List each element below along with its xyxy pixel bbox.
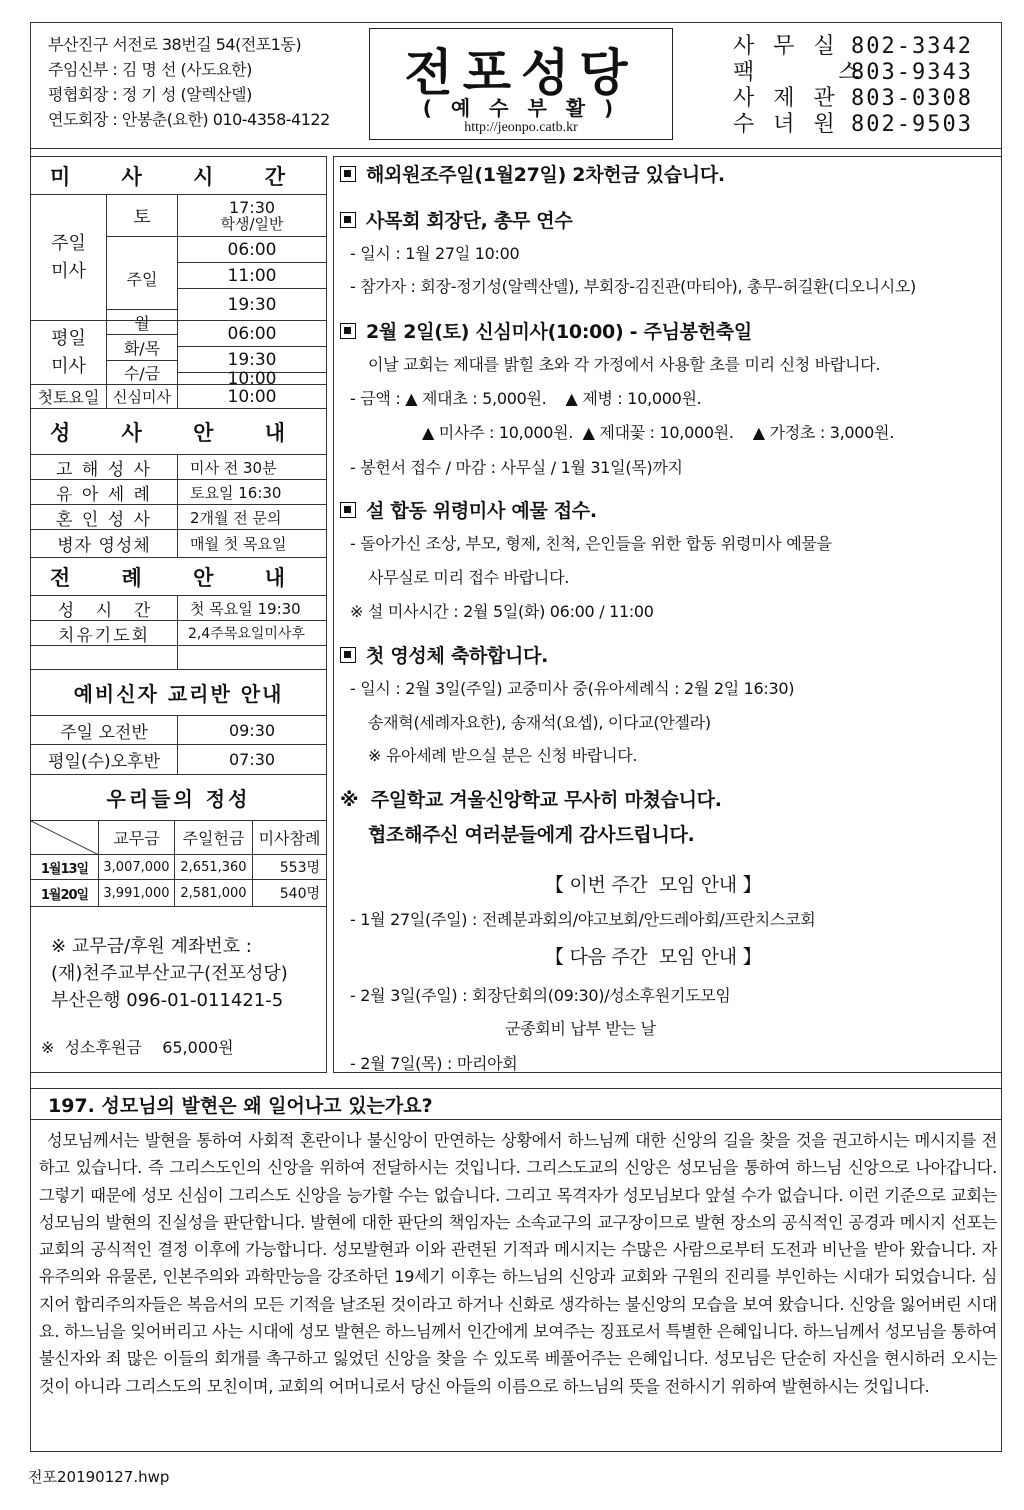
contact-row: [733, 112, 973, 138]
notice-line: - 돌아가신 조상, 부모, 형제, 친척, 은인들을 위한 합동 위령미사 예물을: [350, 534, 832, 553]
notice-title: [340, 641, 548, 668]
offering-attendance: 553명: [253, 855, 327, 880]
notice-line: 송재혁(세례자요한), 송재석(요셉), 이다교(안젤라): [368, 713, 711, 732]
devotions-heading: 전 례 안 내: [31, 558, 327, 596]
notice-title-text: 사목회 회장단, 총무 연수: [366, 210, 573, 232]
catechism-question: 197. 성모님의 발현은 왜 일어나고 있는가요?: [48, 1095, 433, 1117]
notice-title-text: 2월 2일(토) 신심미사(10:00) - 주님봉헌축일: [366, 321, 752, 343]
sacraments-heading: 성 사 안 내: [31, 409, 327, 455]
notice-line: - 일시 : 1월 27일 10:00: [350, 244, 520, 263]
catechism-answer-text: 성모님께서는 발현을 통하여 사회적 혼란이나 불신앙이 만연하는 상황에서 하느님께 대한 신앙의 길을 찾을 것을 권고하시는 메시지를 전하고 있습니다. 즉 그리스도인의 신앙을 위하여 전달하시는 것입니다. 그리스도교의 신앙은 성모님을 통하여 하느님 신앙으로 나아갑니다. 그렇기 때문에 성모 신심이 그리스도 신앙을 능가할 수는 없습니다. 그리고 목격자가 성모님보다 앞설 수가 없습니다. 이런 기준으로 교회는 성모님의 발현의 진실성을 판단합니다. 발현에 대한 판단의 책임자는 소속교구의 교구장이므로 발현 장소의 공식적인 공경과 메시지 선포는 교회의 공식적인 결정 이후에 가능합니다. 성모발현과 이와 관련된 기적과 메시지는 수많은 사람으로부터 도전과 비난을 받아 왔습니다. 자유주의와 유물론, 인본주의와 과학만능을 강조하던 19세기 이후는 하느님의 신앙과 교회와 구원의 진리를 부인하는 시대가 되었습니다. 심지어 합리주의자들은 복음서의 모든 기적을 날조된 것이라고 하거나 신화로 생각하는 불신앙의 모습을 보여 왔습니다. 신앙을 잃어버린 시대요. 하느님을 잊어버리고 사는 시대에 성모 발현은 하느님께서 인간에게 보여주는 징표로서 특별한 은혜입니다. 하느님께서 성모님을 통하여 불신자와 죄 많은 이들의 회개를 촉구하고 잃었던 신앙을 찾을 수 있도록 베풀어주는 은혜입니다. 성모님은 단순히 자신을 현시하러 오시는 것이 아니라 그리스도의 모친이며, 교회의 어머니로서 당신 아들의 이름으로 하느님의 뜻을 전하시기 위하여 발현하시는 것입니다.: [39, 1131, 997, 1396]
school-thanks: 협조해주신 여러분들에게 감사드립니다.: [368, 824, 695, 846]
offering-collection: 2,651,360: [175, 855, 253, 880]
contact-number: 802-9503: [851, 112, 973, 137]
class-time: 09:30: [178, 716, 327, 745]
first-saturday-time: 10:00: [178, 385, 327, 409]
weekday-day: 수/금: [107, 361, 178, 385]
contact-row: [733, 86, 973, 112]
notice-title-text: 첫 영성체 축하합니다.: [366, 645, 549, 667]
liturgical-season: ( 예 수 부 활 ): [422, 96, 620, 120]
offering-attendance: 540명: [253, 880, 327, 907]
contact-label: 사 무 실: [733, 34, 841, 59]
notice-line: - 봉헌서 접수 / 마감 : 사무실 / 1월 31일(목)까지: [350, 458, 683, 477]
contact-label: 사 제 관: [733, 86, 841, 111]
sacrament-name: 병자 영성체: [31, 530, 178, 558]
offering-dues: 3,007,000: [99, 855, 175, 880]
notice-line: - 일시 : 2월 3일(주일) 교중미사 중(유아세례식 : 2월 2일 16:30): [350, 679, 795, 698]
title-box: [369, 28, 673, 140]
offering-dues: 3,991,000: [99, 880, 175, 907]
saturday-time: 17:30: [228, 197, 276, 217]
diagonal-header-cell: [31, 821, 99, 855]
column-header: 미사참례: [253, 821, 327, 855]
weekday-day: 월: [107, 309, 178, 335]
sunday-label: 주일: [107, 237, 178, 321]
square-bullet-icon: [340, 212, 356, 228]
sunday-mass-label: 주일 미사: [31, 195, 107, 321]
contact-number: 802-3342: [851, 34, 973, 59]
weekday-day: 화/목: [107, 335, 178, 361]
sunday-time: 11:00: [178, 263, 327, 289]
next-week-line: 군종회비 납부 받는 날: [505, 1019, 656, 1038]
first-saturday-kind: 신심미사: [107, 385, 178, 409]
sunday-time: 06:00: [178, 237, 327, 263]
first-saturday-label: 첫토요일: [31, 385, 107, 409]
this-week-line: - 1월 27일(주일) : 전례분과회의/야고보회/안드레아회/프란치스코회: [350, 910, 816, 929]
square-bullet-icon: [340, 647, 356, 663]
contact-list: [733, 34, 973, 138]
class-name: 주일 오전반: [31, 716, 178, 745]
devotion-value: 2,4주목요일미사후: [178, 621, 327, 646]
notice-title: [340, 160, 725, 187]
address: 부산진구 서전로 38번길 54(전포1동): [48, 35, 302, 54]
weekday-time: 19:30: [178, 347, 327, 373]
offering-collection: 2,581,000: [175, 880, 253, 907]
sacrament-name: 혼 인 성 사: [31, 505, 178, 530]
contact-number: 803-0308: [851, 86, 973, 111]
weekday-time: 10:00: [178, 373, 327, 385]
square-bullet-icon: [340, 502, 356, 518]
saturday-note: 학생/일반: [220, 214, 284, 233]
weekday-mass-label: 평일 미사: [31, 321, 107, 385]
notice-line: ※ 유아세례 받으실 분은 신청 바랍니다.: [368, 746, 638, 765]
file-name: 전포20190127.hwp: [28, 1468, 170, 1486]
contact-label: 수 녀 원: [733, 112, 841, 137]
devotion-value: 첫 목요일 19:30: [178, 596, 327, 621]
sacrament-value: 토요일 16:30: [178, 480, 327, 505]
contact-label: 팩 스: [733, 60, 866, 85]
offerings-heading: 우리들의 정성: [31, 775, 327, 821]
catechism-answer: [30, 1119, 1002, 1452]
notice-title-text: 설 합동 위령미사 예물 접수.: [366, 500, 597, 522]
saturday-label: 토: [107, 195, 178, 237]
notice-line: 사무실로 미리 접수 바랍니다.: [368, 568, 570, 587]
account-info: [51, 933, 288, 1014]
website-link[interactable]: http://jeonpo.catb.kr: [464, 120, 578, 135]
devotion-name: 성 시 간: [31, 596, 178, 621]
notice-line: 이날 교회는 제대를 밝힐 초와 각 가정에서 사용할 초를 미리 신청 바랍니다.: [368, 355, 881, 374]
class-name: 평일(수)오후반: [31, 745, 178, 775]
next-week-line: - 2월 7일(목) : 마리아회: [350, 1054, 518, 1073]
school-notice: ※ 주일학교 겨울신앙학교 무사히 마쳤습니다.: [340, 789, 722, 811]
account-number: 부산은행 096-01-011421-5: [51, 990, 284, 1011]
page-title: 전포성당: [404, 43, 638, 102]
next-week-line: - 2월 3일(주일) : 회장단회의(09:30)/성소후원기도모임: [350, 986, 731, 1005]
pastor: 주임신부 : 김 명 선 (사도요한): [48, 60, 252, 79]
empty-cell: [178, 646, 327, 670]
notice-line: - 금액 : ▲ 제대초 : 5,000원. ▲ 제병 : 10,000원.: [350, 389, 702, 408]
account-holder: (재)천주교부산교구(전포성당): [51, 963, 288, 984]
notice-title-text: 해외원조주일(1월27일) 2차헌금 있습니다.: [366, 164, 725, 186]
sacrament-value: 2개월 전 문의: [178, 505, 327, 530]
sunday-time: 19:30: [178, 289, 327, 321]
empty-cell: [31, 646, 178, 670]
parish-info: [48, 32, 330, 132]
square-bullet-icon: [340, 323, 356, 339]
column-header: 교무금: [99, 821, 175, 855]
notice-line: ▲ 미사주 : 10,000원. ▲ 제대꽃 : 10,000원. ▲ 가정초 : 3,000원.: [422, 423, 894, 442]
council-president: 평협회장 : 정 기 성 (알렉산델): [48, 85, 252, 104]
notice-title: [340, 496, 597, 523]
mass-times-heading: 미 사 시 간: [31, 157, 327, 195]
account-title: ※ 교무금/후원 계좌번호 :: [51, 936, 252, 957]
class-time: 07:30: [178, 745, 327, 775]
sacrament-name: 고 해 성 사: [31, 455, 178, 480]
column-header: 주일헌금: [175, 821, 253, 855]
sacrament-value: 미사 전 30분: [178, 455, 327, 480]
sacrament-value: 매월 첫 목요일: [178, 530, 327, 558]
next-week-heading: 【 다음 주간 모임 안내 】: [545, 946, 762, 968]
diagonal-line: [31, 821, 98, 855]
vocation-fund: ※ 성소후원금 65,000원: [41, 1038, 234, 1057]
left-column: [30, 156, 327, 1073]
notice-title: [340, 206, 572, 233]
sacrament-name: 유 아 세 례: [31, 480, 178, 505]
catechumen-heading: 예비신자 교리반 안내: [31, 670, 327, 716]
legion-president: 연도회장 : 안봉춘(요한) 010-4358-4122: [48, 110, 330, 129]
devotion-name: 치유기도회: [31, 621, 178, 646]
notice-line: ※ 설 미사시간 : 2월 5일(화) 06:00 / 11:00: [350, 602, 654, 621]
notice-line: - 참가자 : 회장-정기성(알렉산델), 부회장-김진관(마티아), 총무-허길환(디오니시오): [350, 277, 916, 296]
offering-date: 1월20일: [31, 880, 99, 907]
header-divider: [30, 148, 1002, 149]
square-bullet-icon: [340, 166, 356, 182]
contact-number: 803-9343: [851, 60, 973, 85]
contact-row: [733, 34, 973, 60]
this-week-heading: 【 이번 주간 모임 안내 】: [545, 874, 762, 896]
contact-row: [733, 60, 973, 86]
offering-date: 1월13일: [31, 855, 99, 880]
saturday-mass: [178, 195, 327, 237]
notice-title: [340, 317, 752, 344]
weekday-time: 06:00: [178, 321, 327, 347]
